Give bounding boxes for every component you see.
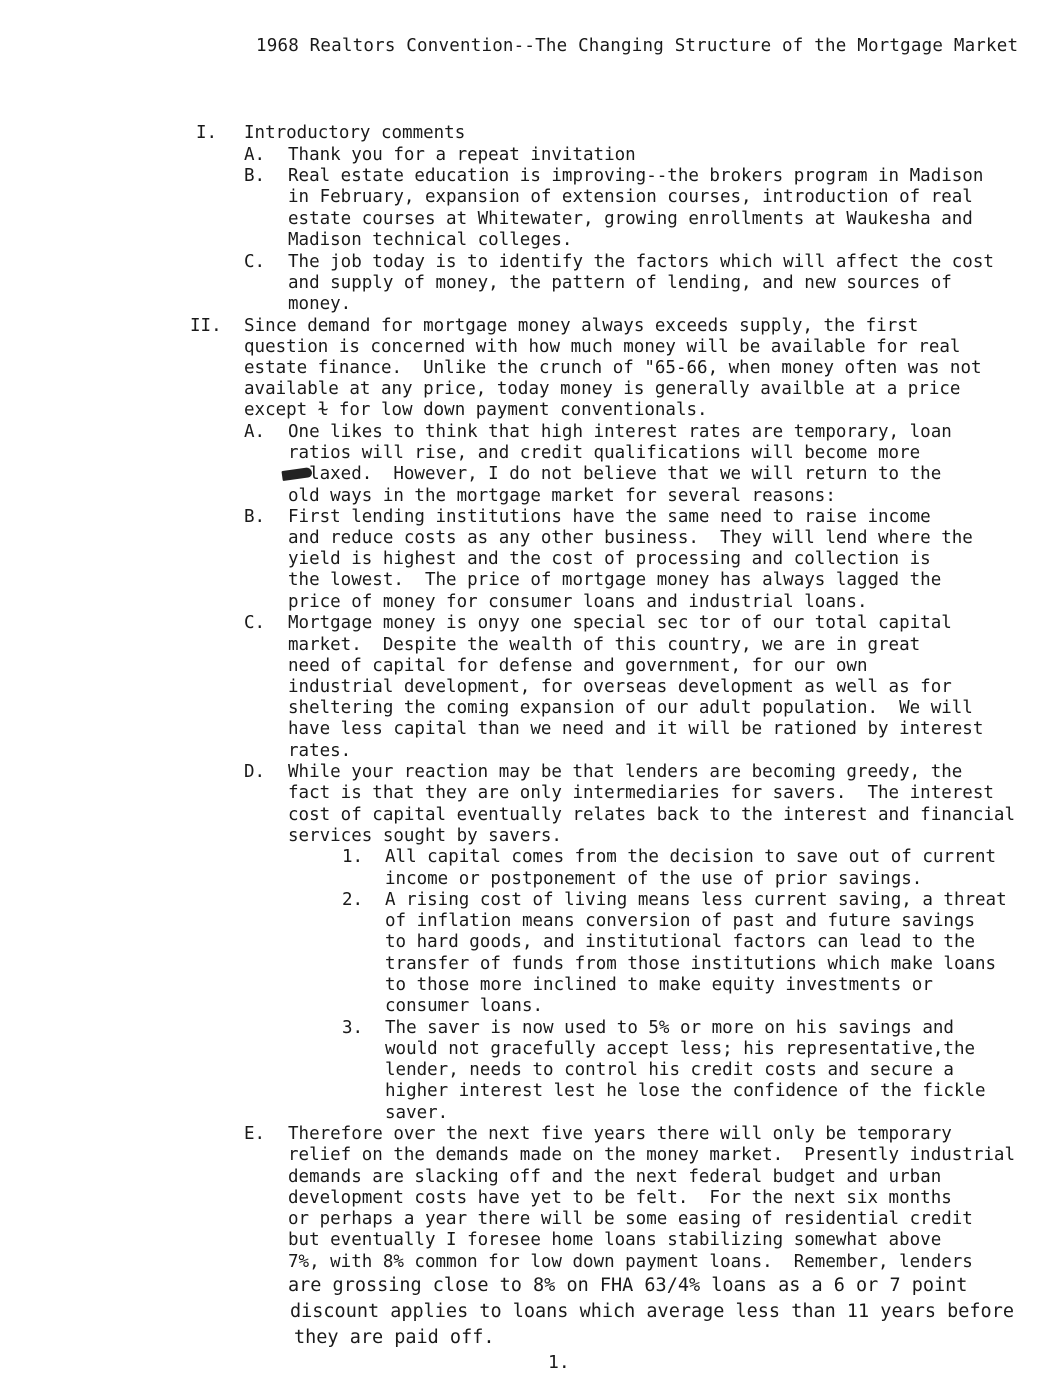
outline-marker: B. xyxy=(244,507,266,527)
text-line: and supply of money, the pattern of lending, and new sources of xyxy=(288,273,952,293)
text-line: but eventually I foresee home loans stabilizing somewhat above xyxy=(288,1230,942,1250)
text-line: Madison technical colleges. xyxy=(288,230,573,250)
text-line: except ɫ for low down payment conventionals. xyxy=(244,400,708,420)
text-line: available at any price, today money is generally availble at a price xyxy=(244,379,961,399)
text-line: Thank you for a repeat invitation xyxy=(288,145,636,165)
text-line: While your reaction may be that lenders are becoming greedy, the xyxy=(288,762,963,782)
outline-marker: I. xyxy=(196,123,218,143)
text-line: demands are slacking off and the next federal budget and urban xyxy=(288,1167,942,1187)
outline-marker: C. xyxy=(244,252,266,272)
text-line: yield is highest and the cost of processing and collection is xyxy=(288,549,931,569)
text-line: 7%, with 8% common for low down payment loans. Remember, lenders xyxy=(288,1252,973,1272)
text-line: Therefore over the next five years there will only be temporary xyxy=(288,1124,952,1144)
text-line: would not gracefully accept less; his representative,the xyxy=(385,1039,976,1059)
text-line: laxed. However, I do not believe that we will return to the xyxy=(288,464,942,484)
text-line: Real estate education is improving--the brokers program in Madison xyxy=(288,166,984,186)
outline-marker: 3. xyxy=(342,1018,364,1038)
page-number: 1. xyxy=(548,1352,570,1373)
text-line: Since demand for mortgage money always exceeds supply, the first xyxy=(244,316,919,336)
text-line: estate finance. Unlike the crunch of "65-66, when money often was not xyxy=(244,358,982,378)
text-line: transfer of funds from those institutions which make loans xyxy=(385,954,997,974)
outline-marker: A. xyxy=(244,422,266,442)
text-line: fact is that they are only intermediaries for savers. The interest xyxy=(288,783,994,803)
text-line: lender, needs to control his credit costs and secure a xyxy=(385,1060,954,1080)
text-line: industrial development, for overseas development as well as for xyxy=(288,677,952,697)
text-line: First lending institutions have the same need to raise income xyxy=(288,507,931,527)
page-header-title: 1968 Realtors Convention--The Changing Structure of the Mortgage Market xyxy=(256,36,1019,56)
outline-marker: E. xyxy=(244,1124,266,1144)
text-line: market. Despite the wealth of this country, we are in great xyxy=(288,635,921,655)
text-line: rates. xyxy=(288,741,352,761)
text-line: services sought by savers. xyxy=(288,826,562,846)
text-line: money. xyxy=(288,294,352,314)
text-line: The saver is now used to 5% or more on his savings and xyxy=(385,1018,954,1038)
text-line: A rising cost of living means less current saving, a threat xyxy=(385,890,1007,910)
outline-marker: A. xyxy=(244,145,266,165)
text-line: All capital comes from the decision to save out of current xyxy=(385,847,997,867)
text-line: Introductory comments xyxy=(244,123,466,143)
outline-marker: C. xyxy=(244,613,266,633)
outline-marker: B. xyxy=(244,166,266,186)
text-line: of inflation means conversion of past and future savings xyxy=(385,911,976,931)
text-line: estate courses at Whitewater, growing enrollments at Waukesha and xyxy=(288,209,973,229)
text-line: Mortgage money is onyy one special sec tor of our total capital xyxy=(288,613,952,633)
text-line: old ways in the mortgage market for several reasons: xyxy=(288,486,836,506)
text-line: price of money for consumer loans and industrial loans. xyxy=(288,592,868,612)
text-line: or perhaps a year there will be some easing of residential credit xyxy=(288,1209,973,1229)
text-line: have less capital than we need and it will be rationed by interest xyxy=(288,719,984,739)
text-line: question is concerned with how much money will be available for real xyxy=(244,337,961,357)
text-line: the lowest. The price of mortgage money has always lagged the xyxy=(288,570,942,590)
text-line: need of capital for defense and government, for our own xyxy=(288,656,868,676)
text-line: in February, expansion of extension courses, introduction of real xyxy=(288,187,973,207)
text-line: One likes to think that high interest rates are temporary, loan xyxy=(288,422,952,442)
text-line: to hard goods, and institutional factors can lead to the xyxy=(385,932,976,952)
text-line: they are paid off. xyxy=(294,1327,495,1348)
text-line: cost of capital eventually relates back to the interest and financial xyxy=(288,805,1015,825)
text-line: discount applies to loans which average less than 11 years before xyxy=(290,1301,1014,1322)
text-line: development costs have yet to be felt. For the next six months xyxy=(288,1188,952,1208)
outline-marker: 2. xyxy=(342,890,364,910)
text-line: ratios will rise, and credit qualifications will become more xyxy=(288,443,921,463)
text-line: to those more inclined to make equity investments or xyxy=(385,975,933,995)
text-line: higher interest lest he lose the confidence of the fickle xyxy=(385,1081,986,1101)
outline-marker: II. xyxy=(190,316,222,336)
text-line: are grossing close to 8% on FHA 63/4% loans as a 6 or 7 point xyxy=(288,1275,968,1296)
text-line: sheltering the coming expansion of our adult population. We will xyxy=(288,698,973,718)
text-line: income or postponement of the use of prior savings. xyxy=(385,869,923,889)
outline-marker: 1. xyxy=(342,847,364,867)
text-line: The job today is to identify the factors which will affect the cost xyxy=(288,252,994,272)
text-line: relief on the demands made on the money market. Presently industrial xyxy=(288,1145,1015,1165)
text-line: consumer loans. xyxy=(385,996,544,1016)
text-line: saver. xyxy=(385,1103,449,1123)
text-line: and reduce costs as any other business. They will lend where the xyxy=(288,528,973,548)
outline-marker: D. xyxy=(244,762,266,782)
